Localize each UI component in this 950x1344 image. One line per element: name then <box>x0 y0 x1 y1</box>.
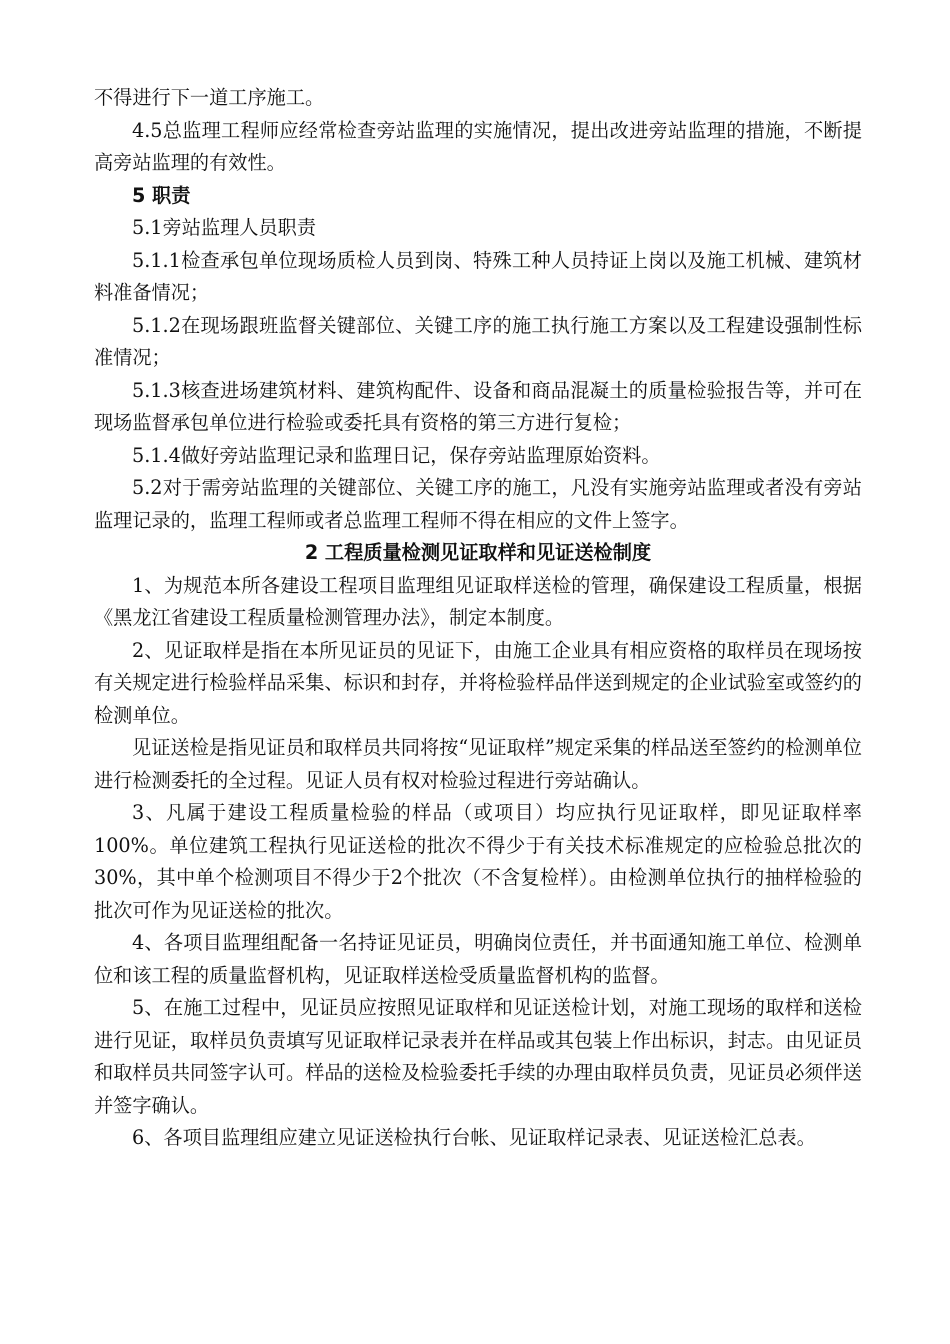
item-2: 2、见证取样是指在本所见证员的见证下，由施工企业具有相应资格的取样员在现场按有关规定进行检验样品采集、标识和封存，并将检验样品伴送到规定的企业试验室或签约的检测单位。 <box>94 638 862 727</box>
clause-5-1-1: 5.1.1检查承包单位现场质检人员到岗、特殊工种人员持证上岗以及施工机械、建筑材料准备情况； <box>94 248 862 304</box>
section-5-heading: 5 职责 <box>132 183 191 207</box>
item-5: 5、在施工过程中，见证员应按照见证取样和见证送检计划，对施工现场的取样和送检进行见证，取样员负责填写见证取样记录表并在样品或其包装上作出标识，封志。由见证员和取样员共同签字认可。样品的送检及检验委托手续的办理由取样员负责，见证员必须伴送并签字确认。 <box>94 996 862 1117</box>
clause-5-1-2: 5.1.2在现场跟班监督关键部位、关键工序的施工执行施工方案以及工程建设强制性标准情况； <box>94 313 862 369</box>
document-body <box>94 82 862 1155</box>
item-3: 3、凡属于建设工程质量检验的样品（或项目）均应执行见证取样，即见证取样率100%。单位建筑工程执行见证送检的批次不得少于有关技术标准规定的应检验总批次的30%，其中单个检测项目不得少于2个批次（不含复检样）。由检测单位执行的抽样检验的批次可作为见证送检的批次。 <box>94 801 862 922</box>
clause-5-2: 5.2对于需旁站监理的关键部位、关键工序的施工，凡没有实施旁站监理或者没有旁站监理记录的，监理工程师或者总监理工程师不得在相应的文件上签字。 <box>94 476 862 532</box>
clause-5-1-4: 5.1.4做好旁站监理记录和监理日记，保存旁站监理原始资料。 <box>132 443 661 467</box>
clause-4-5: 4.5总监理工程师应经常检查旁站监理的实施情况，提出改进旁站监理的措施，不断提高旁站监理的有效性。 <box>94 118 862 174</box>
item-4: 4、各项目监理组配备一名持证见证员，明确岗位责任，并书面通知施工单位、检测单位和该工程的质量监督机构，见证取样送检受质量监督机构的监督。 <box>94 931 862 987</box>
clause-5-1: 5.1旁站监理人员职责 <box>132 216 317 239</box>
continuation-line: 不得进行下一道工序施工。 <box>94 86 325 109</box>
item-1: 1、为规范本所各建设工程项目监理组见证取样送检的管理，确保建设工程质量，根据《黑龙江省建设工程质量检测管理办法》，制定本制度。 <box>94 573 862 629</box>
chapter-2-heading: 2 工程质量检测见证取样和见证送检制度 <box>304 541 652 564</box>
clause-5-1-3: 5.1.3核查进场建筑材料、建筑构配件、设备和商品混凝土的质量检验报告等，并可在现场监督承包单位进行检验或委托具有资格的第三方进行复检； <box>94 378 862 434</box>
item-2-continuation: 见证送检是指见证员和取样员共同将按“见证取样”规定采集的样品送至签约的检测单位进行检测委托的全过程。见证人员有权对检验过程进行旁站确认。 <box>94 736 862 792</box>
item-6: 6、各项目监理组应建立见证送检执行台帐、见证取样记录表、见证送检汇总表。 <box>132 1126 816 1149</box>
